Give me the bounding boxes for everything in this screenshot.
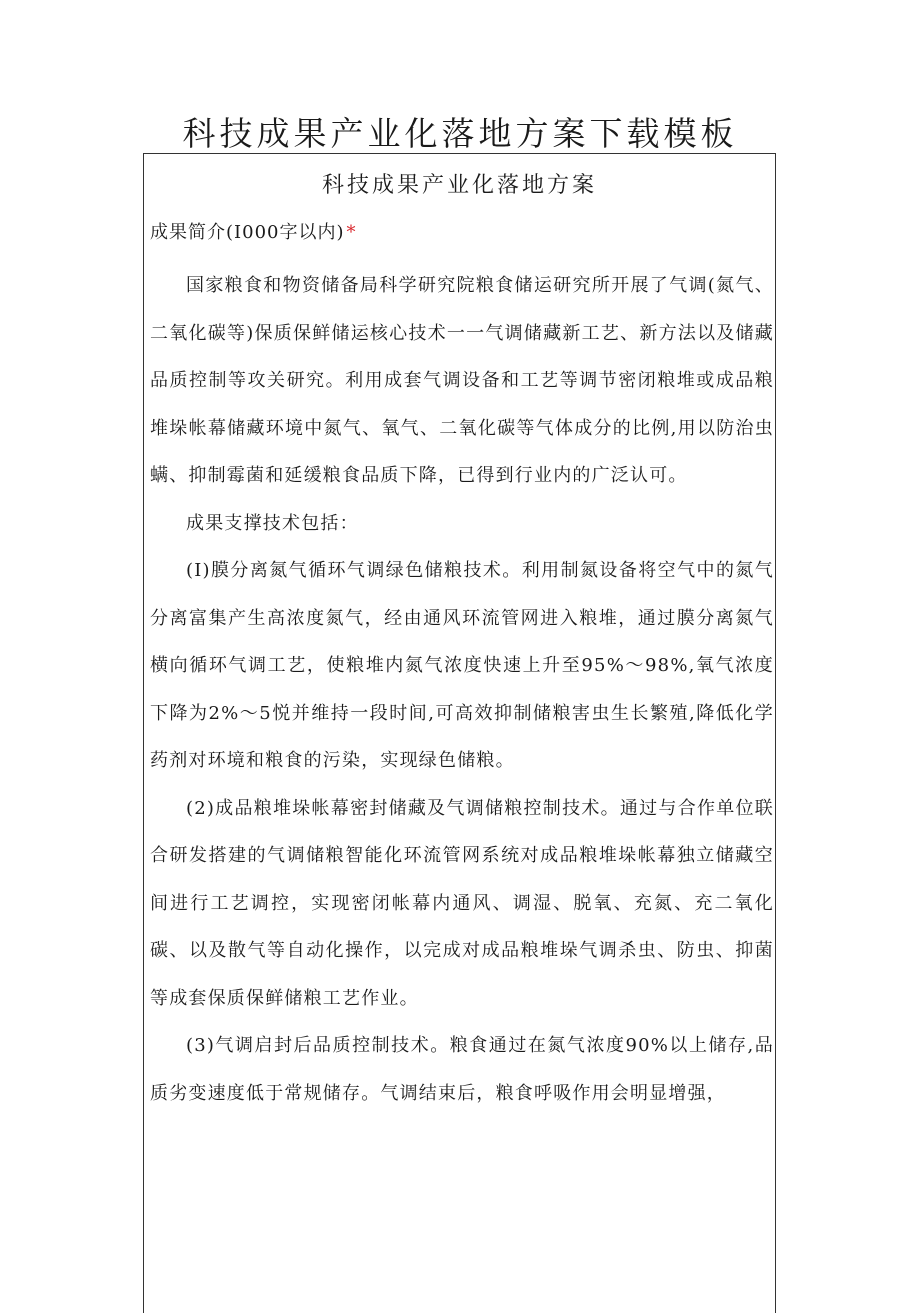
paragraph-support-heading: 成果支撑技术包括： bbox=[186, 512, 359, 534]
paragraph-tech-2: (2)成品粮堆垛帐幕密封储藏及气调储粮控制技术。通过与合作单位联合研发搭建的气调储粮智能化环流管网系统对成品粮堆垛帐幕独立储藏空间进行工艺调控，实现密闭帐幕内通风、调湿、脱氧、充氮、充二氧化碳、以及散气等自动化操作，以完成对成品粮堆垛气调杀虫、防虫、抑菌等成套保质保鲜储粮工艺作业。 bbox=[150, 797, 774, 1009]
intro-body bbox=[150, 262, 774, 1117]
document-title: 科技成果产业化落地方案下载模板 bbox=[182, 114, 738, 153]
required-asterisk-icon: * bbox=[346, 222, 357, 243]
intro-field-label bbox=[150, 217, 357, 249]
form-title: 科技成果产业化落地方案 bbox=[321, 173, 597, 198]
paragraph-tech-1: (I)膜分离氮气循环气调绿色储粮技术。利用制氮设备将空气中的氮气分离富集产生高浓度氮气，经由通风环流管网进入粮堆，通过膜分离氮气横向循环气调工艺，使粮堆内氮气浓度快速上升至95%～98%,氧气浓度下降为2%～5悦并维持一段时间,可高效抑制储粮害虫生长繁殖,降低化学药剂对环境和粮食的污染，实现绿色储粮。 bbox=[150, 560, 774, 771]
paragraph-overview: 国家粮食和物资储备局科学研究院粮食储运研究所开展了气调(氮气、二氧化碳等)保质保鲜储运核心技术一一气调储藏新工艺、新方法以及储藏品质控制等攻关研究。利用成套气调设备和工艺等调节密闭粮堆或成品粮堆垛帐幕储藏环境中氮气、氧气、二氧化碳等气体成分的比例,用以防治虫螨、抑制霉菌和延缓粮食品质下降，已得到行业内的广泛认可。 bbox=[150, 275, 774, 486]
intro-label-text: 成果简介(I000字以内) bbox=[150, 222, 345, 243]
paragraph-tech-3: (3)气调启封后品质控制技术。粮食通过在氮气浓度90%以上储存,品质劣变速度低于常规储存。气调结束后，粮食呼吸作用会明显增强， bbox=[150, 1035, 774, 1104]
form-table-frame bbox=[143, 153, 776, 1313]
